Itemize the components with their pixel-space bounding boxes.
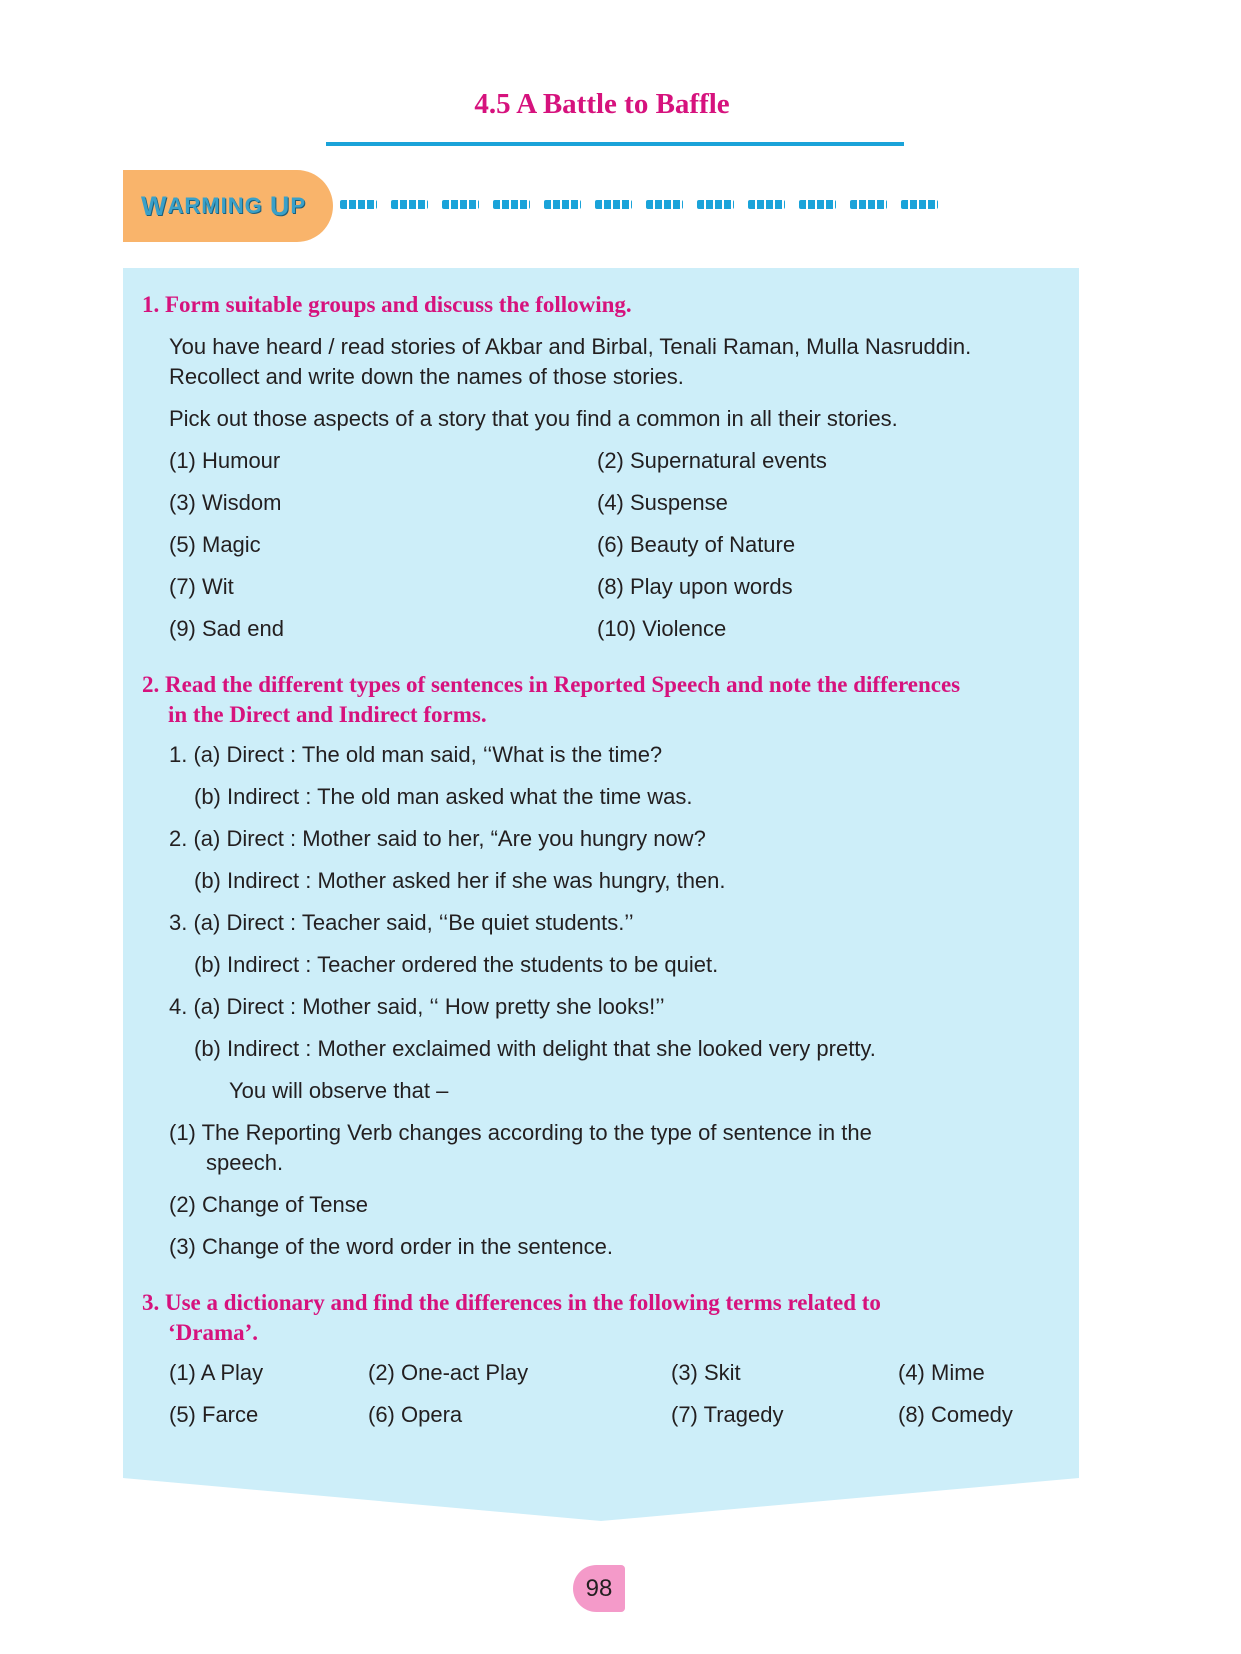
q3-term: (4) Mime xyxy=(898,1360,985,1385)
warming-up-badge xyxy=(123,170,333,242)
q2-item: (b) Indirect : Mother asked her if she was hungry, then. xyxy=(194,868,726,893)
q1-option: (10) Violence xyxy=(597,616,727,641)
dash-ornament xyxy=(544,200,581,209)
q2-point: (1) The Reporting Verb changes according to the type of sentence in the xyxy=(169,1120,872,1145)
q1-option: (1) Humour xyxy=(169,448,281,473)
q3-term: (1) A Play xyxy=(169,1360,264,1385)
q1-option: (6) Beauty of Nature xyxy=(597,532,796,557)
q3-term: (7) Tragedy xyxy=(671,1402,784,1427)
dash-ornament xyxy=(646,200,683,209)
q2-item: 3. (a) Direct : Teacher said, ‘‘Be quiet students.’’ xyxy=(169,910,634,935)
q2-item: 1. (a) Direct : The old man said, ‘‘What is the time? xyxy=(169,742,663,767)
q3-term: (5) Farce xyxy=(169,1402,259,1427)
q3-heading-line2: ‘Drama’. xyxy=(168,1320,259,1345)
q2-item: 2. (a) Direct : Mother said to her, “Are you hungry now? xyxy=(169,826,706,851)
q1-option: (9) Sad end xyxy=(169,616,284,641)
q2-point: (2) Change of Tense xyxy=(169,1192,368,1217)
title-underline xyxy=(326,142,904,146)
badge-rest-1: ARMING xyxy=(167,193,263,218)
dash-ornament xyxy=(493,200,530,209)
q1-option: (3) Wisdom xyxy=(169,490,282,515)
page-title: 4.5 A Battle to Baffle xyxy=(474,88,730,120)
decorative-dash-row xyxy=(340,200,938,209)
q1-para1-line2: Recollect and write down the names of those stories. xyxy=(169,364,684,389)
dash-ornament xyxy=(340,200,377,209)
q3-term: (2) One-act Play xyxy=(368,1360,529,1385)
q1-option: (7) Wit xyxy=(169,574,234,599)
badge-initial-u: U xyxy=(269,190,291,221)
q1-option: (2) Supernatural events xyxy=(597,448,827,473)
q3-heading xyxy=(142,1288,1062,1348)
q2-item: (b) Indirect : The old man asked what the time was. xyxy=(194,784,693,809)
q1-option: (4) Suspense xyxy=(597,490,728,515)
dash-ornament xyxy=(697,200,734,209)
q2-heading-line1: 2. Read the different types of sentences in Reported Speech and note the differences xyxy=(142,672,961,697)
badge-initial-w: W xyxy=(141,190,168,221)
q1-heading: 1. Form suitable groups and discuss the following. xyxy=(142,292,632,317)
q3-term: (6) Opera xyxy=(368,1402,463,1427)
dash-ornament xyxy=(595,200,632,209)
q3-term: (3) Skit xyxy=(671,1360,741,1385)
q2-item: (b) Indirect : Teacher ordered the students to be quiet. xyxy=(194,952,719,977)
q2-point-cont: speech. xyxy=(206,1150,284,1175)
dash-ornament xyxy=(850,200,887,209)
q2-observe: You will observe that – xyxy=(229,1078,449,1103)
dash-ornament xyxy=(799,200,836,209)
dash-ornament xyxy=(901,200,938,209)
q2-item: 4. (a) Direct : Mother said, ‘‘ How pretty she looks!’’ xyxy=(169,994,665,1019)
q2-point: (3) Change of the word order in the sentence. xyxy=(169,1234,613,1259)
dash-ornament xyxy=(748,200,785,209)
dash-ornament xyxy=(442,200,479,209)
q1-option: (8) Play upon words xyxy=(597,574,793,599)
q1-option: (5) Magic xyxy=(169,532,261,557)
q3-heading-line1: 3. Use a dictionary and find the differences in the following terms related to xyxy=(142,1290,881,1315)
q3-term: (8) Comedy xyxy=(898,1402,1013,1427)
q2-heading-line2: in the Direct and Indirect forms. xyxy=(168,702,487,727)
dash-ornament xyxy=(391,200,428,209)
q1-para1-line1: You have heard / read stories of Akbar and Birbal, Tenali Raman, Mulla Nasruddin. xyxy=(169,334,972,359)
badge-rest-2: P xyxy=(290,193,307,218)
q2-item: (b) Indirect : Mother exclaimed with delight that she looked very pretty. xyxy=(194,1036,876,1061)
page-number: 98 xyxy=(573,1565,625,1612)
q2-heading xyxy=(142,670,1062,730)
q1-para2: Pick out those aspects of a story that you find a common in all their stories. xyxy=(169,406,898,431)
